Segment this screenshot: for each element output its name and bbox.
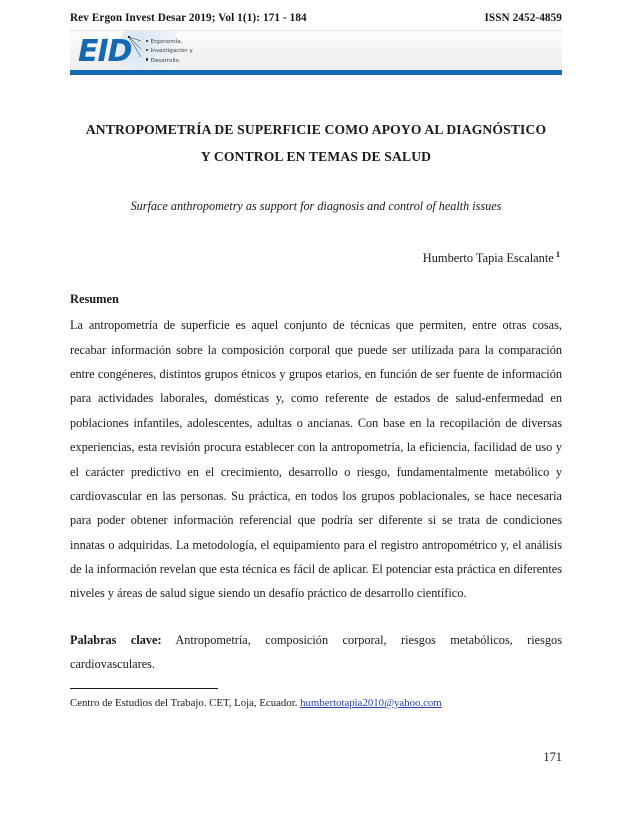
- footnote-affiliation: Centro de Estudios del Trabajo. CET, Loja, Ecuador.: [70, 697, 298, 709]
- keywords-value: Antropometría, composición corporal, riesgos metabólicos, riesgos cardiovasculares.: [70, 632, 562, 671]
- abstract-body: La antropometría de superficie es aquel conjunto de técnicas que permiten, entre otras cosas, recabar información sobre la composición corporal que puede ser utilizada para la comparación entre congéneres, distintos grupos étnicos y grupos etarios, en función de ser fuente de información para actividades laborales, domésticas y, como referente de estados de salud-enfermedad en poblaciones infantiles, adolescentes, adultas o ancianas. Con base en la recopilación de diversas experiencias, esta revisión procura establecer con la antropometría, la eficiencia, facilidad de uso y el carácter predictivo en el crecimiento, desarrollo o riesgo, fundamentalmente metabólico y cardiovascular en las personas. Su práctica, en todos los grupos poblacionales, se hace necesaria para poder obtener información referencial que podría ser diferente si se trata de condiciones innatas o adquiridas. La metodología, el equipamiento para el registro antropométrico y, el análisis de la información revelan que esta técnica es fácil de aplicar. El potenciar esta práctica en diferentes niveles y áreas de salud sigue siendo un desafío práctico de desarrollo científico.: [70, 318, 562, 601]
- tagline-bullet-icon: [146, 58, 148, 60]
- eid-logo-wordmark: EID: [78, 33, 132, 69]
- tagline-bullet-icon: [146, 40, 148, 42]
- article-title: ANTROPOMETRÍA DE SUPERFICIE COMO APOYO AL DIAGNÓSTICO Y CONTROL EN TEMAS DE SALUD: [85, 122, 547, 164]
- author-name: Humberto Tapia Escalante: [422, 251, 554, 266]
- eid-logo-tagline: [146, 35, 193, 65]
- tagline-line-3: Desarrollo: [146, 57, 193, 66]
- footnote-email-link[interactable]: humbertotapia2010@yahoo.com: [300, 697, 442, 709]
- page-number: 171: [543, 750, 562, 764]
- keywords-block: [70, 628, 562, 677]
- article-subtitle-english: Surface anthropometry as support for diagnosis and control of health issues: [130, 198, 502, 213]
- tagline-bullet-icon: [146, 49, 148, 51]
- tagline-line-1: Ergonomía,: [146, 38, 193, 47]
- footnote-text: [70, 695, 562, 711]
- author-line: [70, 250, 562, 266]
- author-footnote-marker: 1: [555, 250, 560, 260]
- journal-masthead-banner: [70, 30, 562, 75]
- journal-reference: Rev Ergon Invest Desar 2019; Vol 1(1): 171 - 184: [70, 12, 307, 24]
- footnote-separator-rule: [70, 688, 218, 689]
- running-head: [70, 0, 562, 24]
- issn-label: ISSN 2452-4859: [484, 12, 562, 24]
- footnote-block: [70, 688, 562, 711]
- title-block: [70, 117, 562, 216]
- abstract-heading: Resumen: [70, 292, 119, 307]
- tagline-line-2: Investigación y: [146, 47, 193, 56]
- keywords-label: Palabras clave:: [70, 632, 162, 647]
